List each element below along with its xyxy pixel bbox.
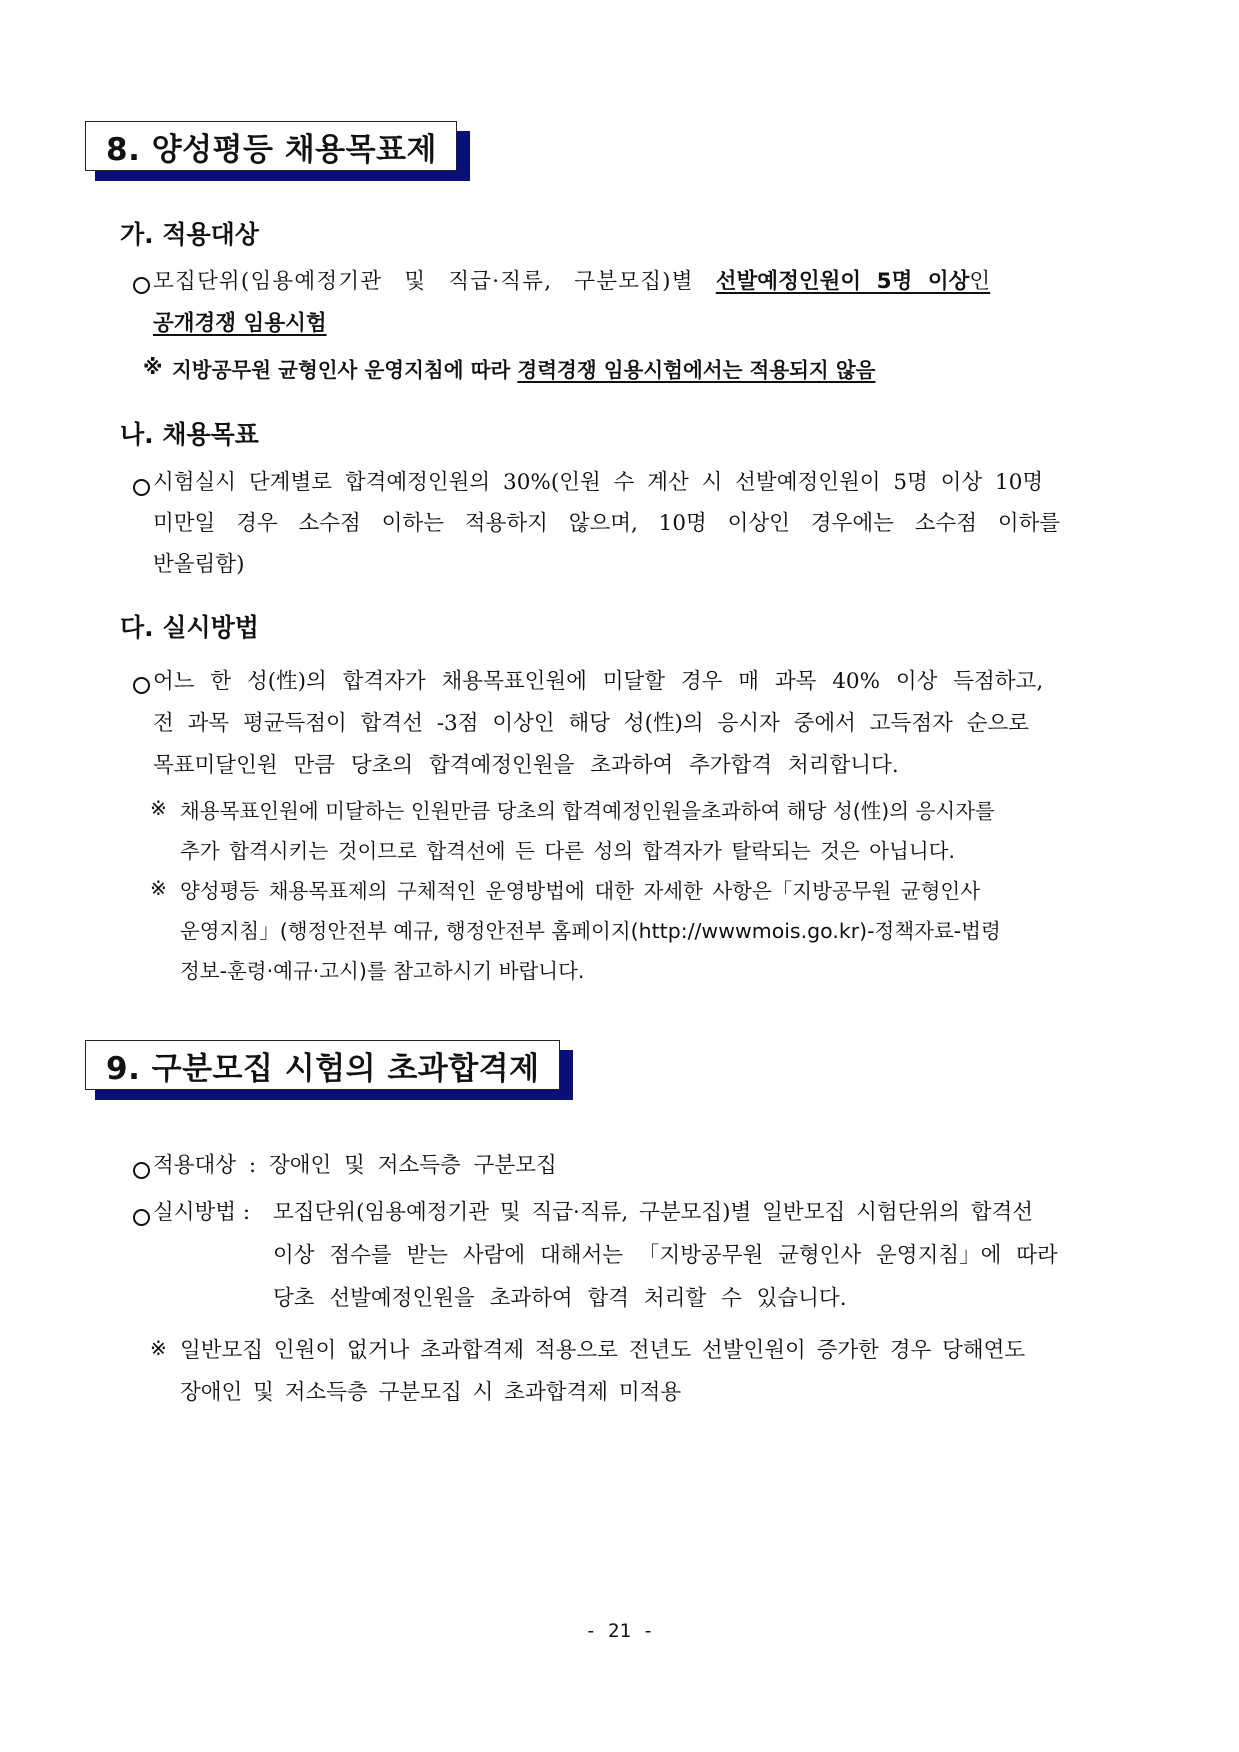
apply-target-text: 모집단위(임용예정기관 및 직급·직류, 구분모집)별	[153, 269, 716, 294]
heading-apply-target: 가. 적용대상	[120, 220, 259, 249]
method-line-2: 전 과목 평균득점이 합격선 -3점 이상인 해당 성(性)의 응시자 중에서 고득점자 순으로	[153, 711, 1030, 736]
s9-target-line	[153, 1148, 557, 1179]
section-9-title-box	[85, 1040, 573, 1100]
apply-target-note	[172, 353, 875, 383]
s9-note-line-1: 일반모집 인원이 없거나 초과합격제 적용으로 전년도 선발인원이 증가한 경우 당해연도	[180, 1338, 1026, 1363]
method-note-1-line-2: 추가 합격시키는 것이므로 합격선에 든 다른 성의 합격자가 탈락되는 것은 아닙니다.	[180, 839, 955, 863]
apply-target-line-1	[153, 264, 1025, 295]
recruit-goal-line-2: 미만일 경우 소수점 이하는 적용하지 않으며, 10명 이상인 경우에는 소수점 이하를	[153, 511, 1061, 536]
apply-target-note-emphasis: 경력경쟁 임용시험에서는 적용되지 않음	[517, 358, 876, 382]
section-9-title: 9. 구분모집 시험의 초과합격제	[85, 1040, 560, 1090]
s9-method-label: 실시방법 :	[153, 1200, 251, 1225]
recruit-goal-line-3: 반올림함)	[153, 552, 245, 577]
circle-bullet-icon	[133, 1209, 150, 1226]
heading-method: 다. 실시방법	[120, 613, 259, 642]
apply-target-tail: 인	[969, 269, 991, 294]
s9-target-text: 장애인 및 저소득층 구분모집	[269, 1153, 557, 1178]
circle-bullet-icon	[133, 277, 150, 294]
apply-target-emphasis: 선발예정인원이 5명 이상	[715, 269, 970, 294]
s9-method-line-1: 모집단위(임용예정기관 및 직급·직류, 구분모집)별 일반모집 시험단위의 합격선	[273, 1200, 1034, 1225]
note-mark: ※	[150, 796, 167, 820]
recruit-goal-line-1: 시험실시 단계별로 합격예정인원의 30%(인원 수 계산 시 선발예정인원이 5명 이상 10명	[153, 470, 1044, 495]
note-mark: ※	[143, 355, 163, 379]
note-mark: ※	[150, 876, 167, 900]
note-mark: ※	[150, 1336, 167, 1360]
circle-bullet-icon	[133, 479, 150, 496]
heading-recruit-goal: 나. 채용목표	[120, 420, 259, 449]
s9-method-line-2: 이상 점수를 받는 사람에 대해서는 「지방공무원 균형인사 운영지침」에 따라	[273, 1243, 1058, 1268]
s9-note-line-2: 장애인 및 저소득층 구분모집 시 초과합격제 미적용	[180, 1380, 682, 1405]
method-line-3: 목표미달인원 만큼 당초의 합격예정인원을 초과하여 추가합격 처리합니다.	[153, 753, 899, 778]
s9-method-line-3: 당초 선발예정인원을 초과하여 합격 처리할 수 있습니다.	[273, 1286, 847, 1311]
method-note-1-line-1: 채용목표인원에 미달하는 인원만큼 당초의 합격예정인원을초과하여 해당 성(性)의 응시자를	[180, 799, 995, 823]
method-note-2-line-1: 양성평등 채용목표제의 구체적인 운영방법에 대한 자세한 사항은「지방공무원 균형인사	[180, 879, 981, 903]
apply-target-line-2: 공개경쟁 임용시험	[153, 311, 327, 336]
method-note-2-line-2: 운영지침」(행정안전부 예규, 행정안전부 홈페이지(http://wwwmois.go.kr)-정책자료-법령	[180, 919, 1001, 943]
circle-bullet-icon	[133, 677, 150, 694]
method-line-1: 어느 한 성(性)의 합격자가 채용목표인원에 미달할 경우 매 과목 40% 이상 득점하고,	[153, 669, 1044, 694]
page-number: - 21 -	[585, 1620, 654, 1642]
section-8-title: 8. 양성평등 채용목표제	[85, 121, 457, 171]
s9-target-label: 적용대상 :	[153, 1153, 257, 1178]
method-note-2-line-3: 정보-훈령·예규·고시)를 참고하시기 바랍니다.	[180, 959, 585, 983]
circle-bullet-icon	[133, 1162, 150, 1179]
section-8-title-box	[85, 121, 470, 181]
apply-target-note-text: 지방공무원 균형인사 운영지침에 따라	[172, 358, 518, 382]
